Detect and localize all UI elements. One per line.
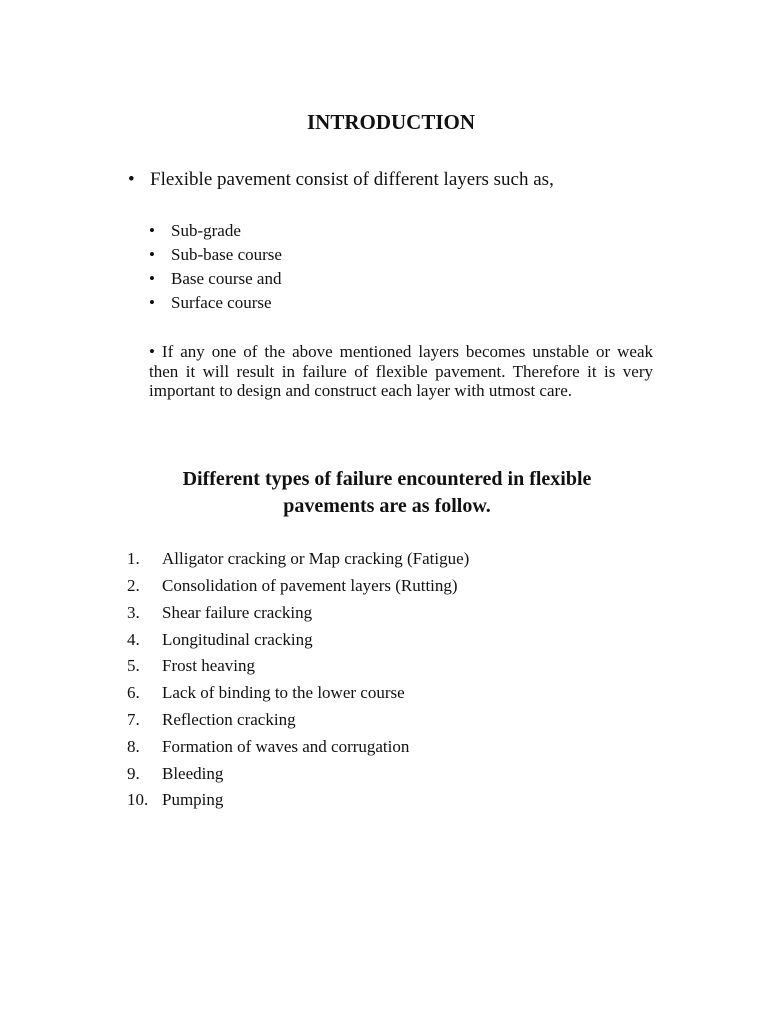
bullet-icon: • [128,169,135,190]
list-item: 8. Formation of waves and corrugation [127,737,410,756]
list-item: 7. Reflection cracking [127,710,296,729]
layer-item: • Surface course [149,293,272,312]
bullet-icon: • [149,221,155,240]
list-item: 6. Lack of binding to the lower course [127,683,405,702]
list-item: 1. Alligator cracking or Map cracking (Fatigue) [127,549,470,568]
layer-item: • Sub-base course [149,245,282,264]
intro-bullet-text: Flexible pavement consist of different layers such as, [150,169,554,190]
list-item: 5. Frost heaving [127,656,256,675]
list-item: 9. Bleeding [127,764,224,783]
layer-item: • Sub-grade [149,221,241,240]
note-paragraph: • If any one of the above mentioned layers becomes unstable or weak then it will result in failure of flexible pavement. Therefore it is very important to design and construct each layer with utmost care. [149,342,653,400]
list-item: 4. Longitudinal cracking [127,630,313,649]
bullet-icon: • [149,269,155,288]
failures-heading [120,466,654,520]
bullet-icon: • [149,245,155,264]
layer-item: • Base course and [149,269,282,288]
intro-bullet [128,169,554,191]
page-title: INTRODUCTION [306,110,476,134]
failures-heading-line1: Different types of failure encountered in flexible [182,468,592,490]
bullet-icon: • [149,293,155,312]
list-item: 3. Shear failure cracking [127,603,313,622]
list-item: 10. Pumping [127,790,224,809]
list-item: 2. Consolidation of pavement layers (Rutting) [127,576,458,595]
failures-heading-line2: pavements are as follow. [283,495,491,517]
